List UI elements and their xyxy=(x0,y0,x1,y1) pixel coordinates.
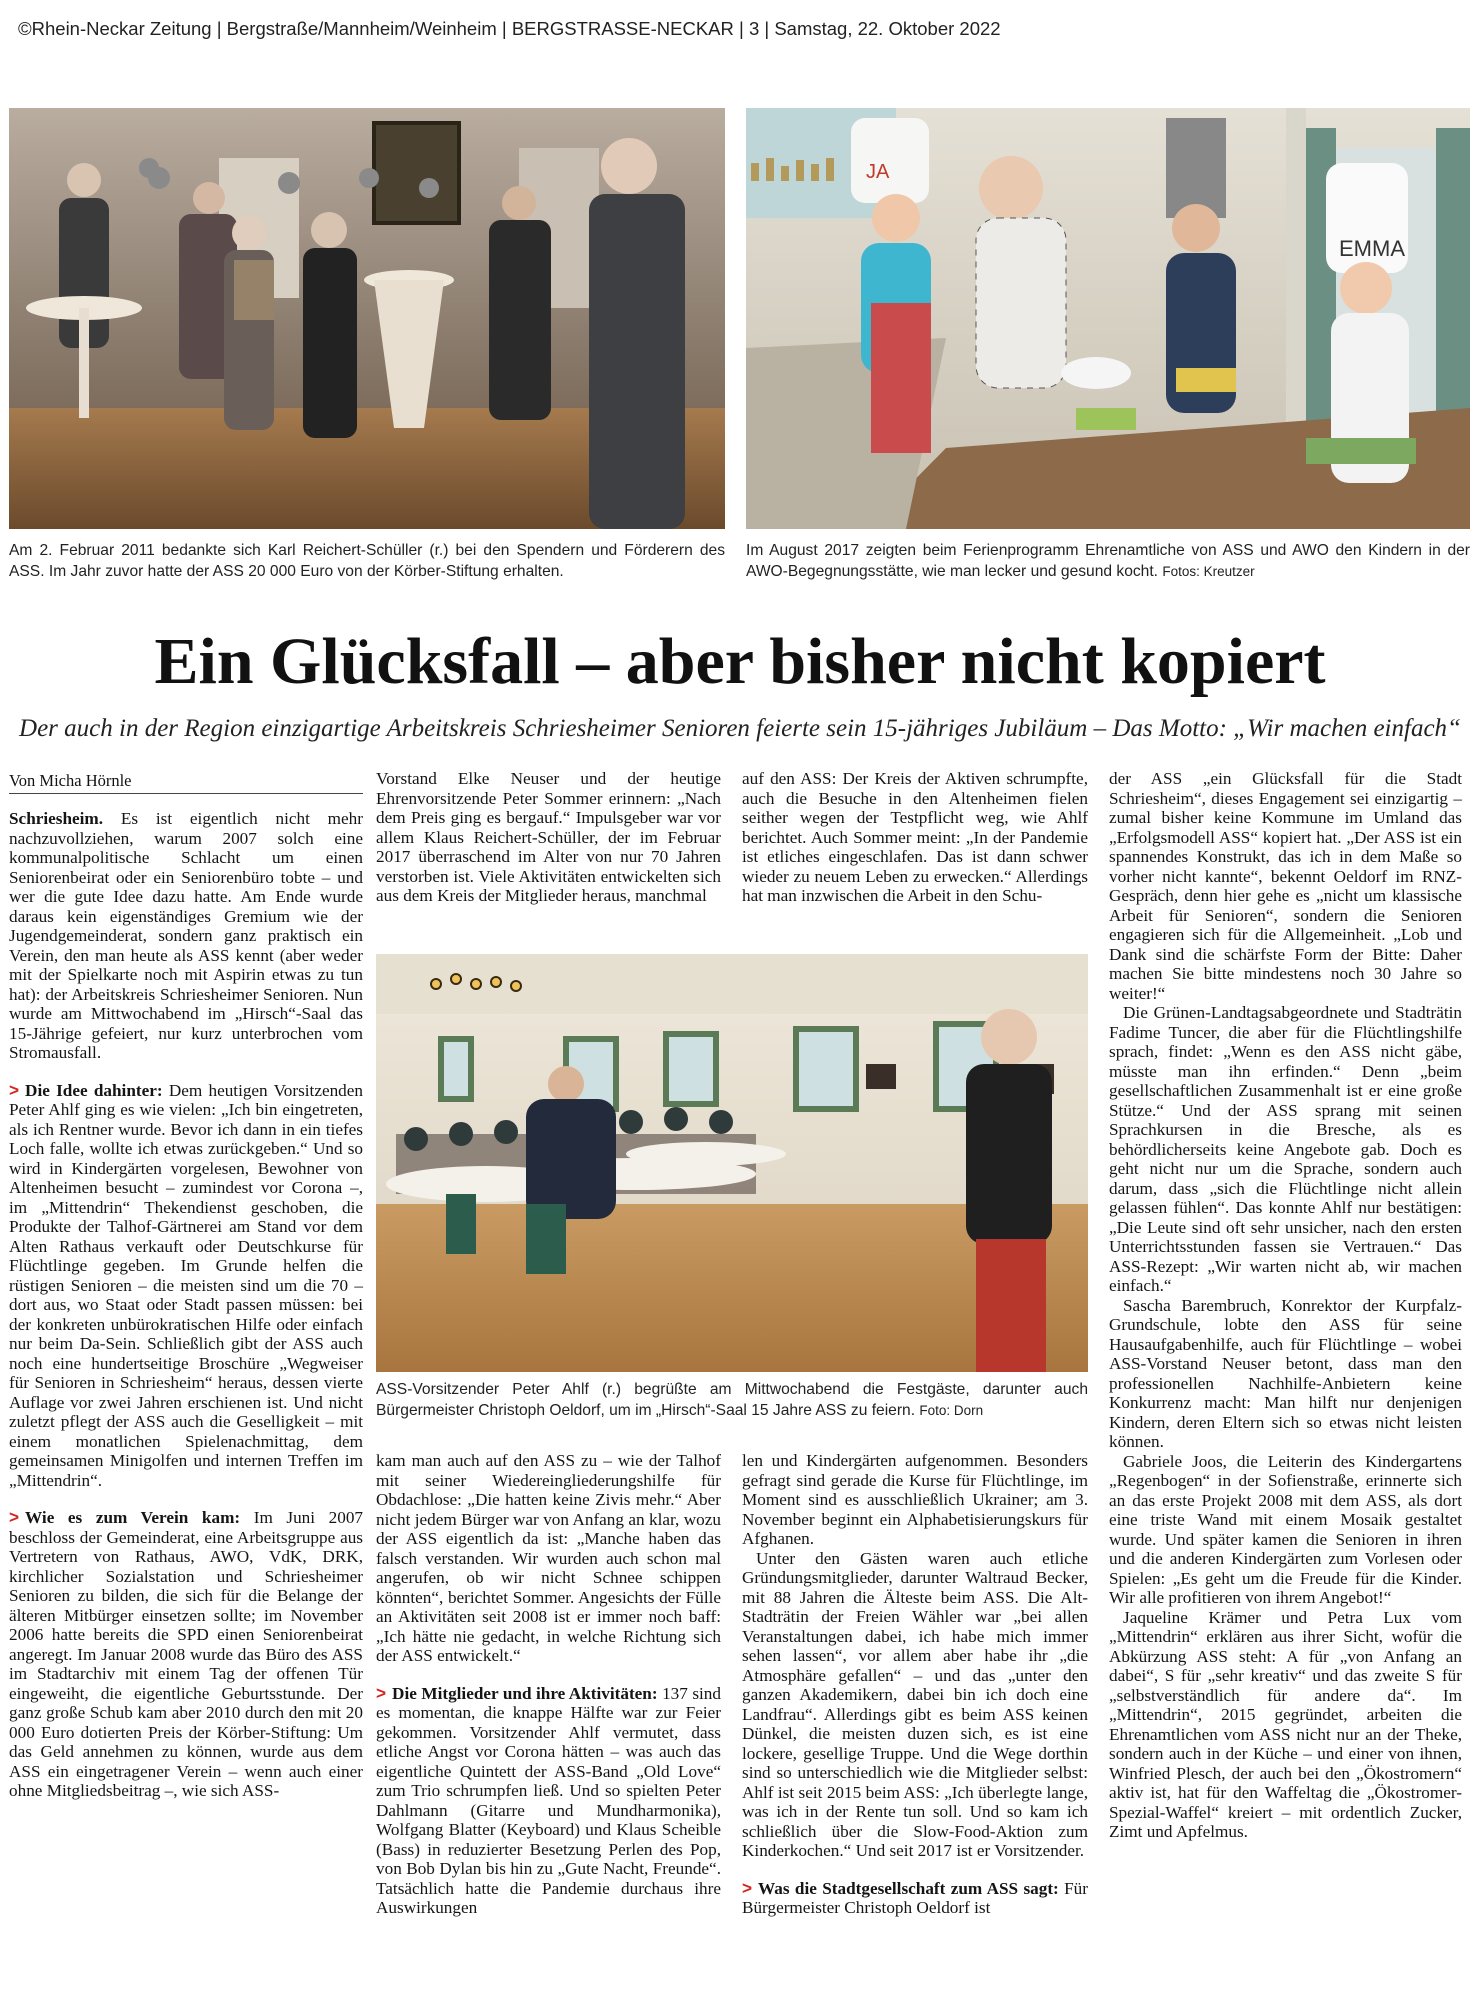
section-text-society: Für Bürgermeister Christoph Oeldorf ist xyxy=(742,1878,1089,1917)
column-2-top-text: Vorstand Elke Neuser und der heutige Ehrenvorsitzende Peter Sommer erinnern: „Nach dem Preis ging es bergauf.“ Impulsgeber war vor allem Klaus Reichert-Schüller, der im Februar 2017 überraschend im Alter von nur 70 Jahren verstorben ist. Viele Aktivitäten entwickelten sich aus dem Kreis der Mitglieder heraus, manchmal xyxy=(376,769,721,905)
section-members xyxy=(376,1684,721,1918)
column-2-3-top xyxy=(376,769,1088,929)
column-4-paragraph-2: Die Grünen-Landtagsabgeordnete und Stadträtin Fadime Tuncer, die aber für die Flüchtlingshilfe sprach, findet: „Wenn es den ASS nicht gäbe, müsste man ihn erfinden.“ Denn „beim gesellschaftlichen Zusammenhalt ist er eine große Stütze.“ Und der ASS sprang mit seinen Sprachkursen in die Bresche, als es behördlicherseits keine Angebote gab. Doch es geht nicht nur um die Sprache, sondern auch darum, dass „sich die Flüchtlinge nicht allein gelassen fühlen“. Das konnte Ahlf nur bestätigen: „Die Leute sind oft sehr unsicher, nach den ersten Unterrichtsstunden fassen sie Vertrauen.“ Das ASS-Rezept: „Wir warten nicht ab, wir machen einfach.“ xyxy=(1109,1003,1462,1295)
section-idea xyxy=(9,1081,363,1491)
column-3-bottom xyxy=(742,1451,1088,1996)
column-3-bottom-text-a: len und Kindergärten aufgenommen. Besonders gefragt sind gerade die Kurse für Flüchtlinge, im Moment sind es ausschließlich Ukrainer; am 3. November beginnt ein Alphabetisierungskurs für Afghanen. xyxy=(742,1451,1088,1548)
column-2-top xyxy=(376,769,721,906)
section-text-members: 137 sind es momentan, die knappe Hälfte war zur Feier gekommen. Vorsitzender Ahlf vermutet, dass etliche Angst vor Corona hätten – was auch das eigentliche Quintett der ASS-Band „Old Love“ zum Trio schrumpfen ließ. Und so spielten Peter Dahlmann (Gitarre und Mundharmonika), Wolfgang Blatter (Keyboard) und Klaus Scheible (Bass) in reduzierter Besetzung Perlen des Pop, von Bob Dylan bis hin zu „Gute Nacht, Freunde“. Tatsächlich hatte die Pandemie durchaus ihre Auswirkungen xyxy=(376,1683,721,1917)
photo-credit-dorn: Foto: Dorn xyxy=(919,1403,984,1418)
section-marker-icon: > xyxy=(9,1507,20,1527)
caption-cooking-text: Im August 2017 zeigten beim Ferienprogramm Ehrenamtliche von ASS und AWO den Kindern in der AWO-Begegnungsstätte, wie man lecker und gesund kocht. xyxy=(746,542,1470,580)
column-3-top xyxy=(742,769,1088,906)
subheadline: Der auch in der Region einzigartige Arbeitskreis Schriesheimer Senioren feierte sein 15-jähriges Jubiläum – Das Motto: „Wir machen einfach“ xyxy=(19,715,1461,742)
section-marker-icon: > xyxy=(9,1079,20,1100)
section-text-origin: Im Juni 2007 beschloss der Gemeinderat, eine Arbeitsgruppe aus Vertretern von Rathaus, AWO, VdK, DRK, kirchlicher Sozialstation und Schriesheimer Senioren zu bilden, die sich für die Belange der älteren Mitbürger einsetzen sollte; im November 2006 hatte bereits die SPD einen Seniorenbeirat angeregt. Im Januar 2008 wurde das Büro des ASS im Stadtarchiv mit einem Tag der offenen Tür eingeweiht, die eigentliche Geburtsstunde. Der ganz große Schub kam aber 2010 durch den mit 20 000 Euro dotierten Preis der Körber-Stiftung: Um das Geld annehmen zu können, wurde aus dem ASS ein eingetragener Verein – wenn auch einer ohne Mitgliedsbeitrag –, wie sich ASS- xyxy=(9,1508,364,1800)
section-marker-icon: > xyxy=(742,1877,753,1898)
column-2-bottom-text: kam man auch auf den ASS zu – wie der Talhof mit seiner Wiedereingliederungshilfe für Obdachlose: „Die hatten keine Zivis mehr.“ Aber nicht jedem Bürger war von Anfang an klar, wozu der ASS eigentlich da ist: „Manche haben das falsch verstanden. Wir wurden auch schon mal angerufen, ob wir nicht Schnee schippen könnten“, berichtet Sommer. Angesichts der Fülle an Aktivitäten seit 2008 ist er immer noch baff: „Ich hätte nie gedacht, in welche Richtung sich der ASS entwickelt.“ xyxy=(376,1451,721,1665)
caption-hirsch-saal-text: ASS-Vorsitzender Peter Ahlf (r.) begrüßte am Mittwochabend die Festgäste, darunter auch Bürgermeister Christoph Oeldorf, um im „Hirsch“-Saal 15 Jahre ASS zu feiern. xyxy=(376,1381,1088,1419)
column-1 xyxy=(9,809,363,1994)
headline: Ein Glücksfall – aber bisher nicht kopiert xyxy=(154,625,1326,698)
section-society xyxy=(742,1879,1088,1918)
dateline: Schriesheim. xyxy=(9,809,104,828)
column-4-paragraph-5: Jaqueline Krämer und Petra Lux vom „Mittendrin“ erklären aus ihrer Sicht, wofür die Abkürzung ASS steht: A für „von Anfang an dabei“, S für „sehr kreativ“ und das zweite S für „selbstverständlich für andere da“. Im „Mittendrin“, 2015 gegründet, arbeiten die Ehrenamtlichen vom ASS nicht nur an der Theke, sondern auch in der Küche – und einer von ihnen, Winfried Plesch, der auch bei den „Ökostromern“ aktiv ist, hat für den Waffeltag die „Ökostromer-Spezial-Waffel“ kreiert – mit ordentlich Zucker, Zimt und Apfelmus. xyxy=(1109,1607,1462,1841)
column-3-bottom-text-b: Unter den Gästen waren auch etliche Gründungsmitglieder, darunter Waltraud Becker, mit 88 Jahren die Älteste beim ASS. Die Alt-Stadträtin der Freien Wähler war „bei allen Veranstaltungen dabei, ich habe mich immer sehen lassen“, vor allem aber habe ihr „die Atmosphäre gefallen“ – und das „unter den ganzen Akademikern, dabei bin ich doch eine Landfrau“. Allerdings gibt es beim ASS keinen Dünkel, die meisten duzen sich, es ist eine lockere, gesellige Truppe. Und die Wege dorthin sind so unterschiedlich wie die Mitglieder selbst: Ahlf ist seit 2015 beim ASS: „Ich überlegte lange, was ich in der Rente tun soll. Und so kam ich schließlich über die Slow-Food-Aktion zum Kinderkochen.“ Und seit 2017 ist er Vorsitzender. xyxy=(742,1548,1088,1860)
column-3-top-text: auf den ASS: Der Kreis der Aktiven schrumpfte, auch die Besuche in den Altenheimen fielen seither wegen der Testpflicht weg, wie Ahlf berichtet. Auch Sommer meint: „In der Pandemie ist etliches eingeschlafen. Das ist dann schwer wieder zu neuem Leben zu erwecken.“ Allerdings hat man inzwischen die Arbeit in den Schu- xyxy=(742,769,1088,905)
hat-label-emma: EMMA xyxy=(1339,236,1405,261)
column-4-paragraph-3: Sascha Barembruch, Konrektor der Kurpfalz-Grundschule, lobte den ASS für seine Hausaufgabenhilfe, auch für Flüchtlinge – wobei ASS-Vorstand Neuser betont, dass man den professionellen Nachhilfe-Anbietern keine Konkurrenz macht: Man hilft nur denjenigen Kindern, deren Eltern sich so etwas nicht leisten können. xyxy=(1109,1295,1462,1451)
byline: Von Micha Hörnle xyxy=(9,771,363,794)
column-4-paragraph-1: der ASS „ein Glücksfall für die Stadt Schriesheim“, dieses Engagement sei einzigartig – zumal bisher keine Kommune im Umland das „Erfolgsmodell ASS“ kopiert hat. „Der ASS ist ein spannendes Konstrukt, das ich in dem Maße so vorher nicht kannte“, bekennt Oeldorf im RNZ-Gespräch, denn hier gehe es „nicht um klassische Arbeit für Senioren“, sondern die Senioren engagieren sich für die Allgemeinheit. „Lob und Dank sind die schärfste Form der Bitte: Daher machen Sie bitte mindestens noch 30 Jahre so weiter!“ xyxy=(1109,769,1462,1003)
photo-credit-kreutzer: Fotos: Kreutzer xyxy=(1162,564,1255,579)
section-text-idea: Dem heutigen Vorsitzenden Peter Ahlf ging es wie vielen: „Ich bin eingetreten, als ich Rentner wurde. Bevor ich dann in ein tiefes Loch falle, wollte ich etwas zurückgeben.“ Und so wird in Kindergärten vorgelesen, Bewohner von Altenheimen besucht – zumindest vor Corona –, im „Mittendrin“ Thekendienst geschoben, die Produkte der Talhof-Gärtnerei am Stand vor dem Alten Rathaus verkauft oder Deutschkurse für Flüchtlinge gegeben. Im Grunde helfen die rüstigen Senioren – die meisten sind um die 70 – dort aus, wo Staat oder Stadt passen müssen: bei der konkreten unbürokratischen Hilfe oder einfach nur beim Da-Sein. Schließlich gibt der ASS auch noch eine hundertseitige Broschüre „Wegweiser für Senioren in Schriesheim“ heraus, dessen vierte Auflage vor zwei Jahren erschienen ist. Und nicht zuletzt pflegt der ASS auch die Geselligkeit – mit einem monatlichen Spielenachmittag, dem gemeinsamen Minigolfen und internen Treffen im „Mittendrin“. xyxy=(9,1080,363,1490)
column-4 xyxy=(1109,769,1462,1996)
photo-hirsch-saal xyxy=(376,954,1088,1372)
caption-reception: Am 2. Februar 2011 bedankte sich Karl Reichert-Schüller (r.) bei den Spendern und Förderern des ASS. Im Jahr zuvor hatte der ASS 20 000 Euro von der Körber-Stiftung erhalten. xyxy=(9,542,725,580)
photo-cooking xyxy=(746,108,1470,529)
section-origin xyxy=(9,1508,363,1801)
section-heading-members: Die Mitglieder und ihre Aktivitäten: xyxy=(392,1683,658,1703)
column-2-bottom xyxy=(376,1451,721,1996)
intro-paragraph xyxy=(9,809,363,1063)
intro-text: Es ist eigentlich nicht mehr nachzuvollziehen, warum 2007 solch eine kommunalpolitische Schlacht um einen Seniorenbeirat oder ein Seniorenbüro tobte – und wer die gute Idee dazu hatte. Am Ende wurde daraus kein eigenständiges Gremium wie der Jugendgemeinderat, sondern ganz praktisch ein Verein, den man heute als ASS kennt (aber weder mit der Spielkarte noch mit Aspirin etwas zu tun hat): der Arbeitskreis Schriesheimer Senioren. Nun wurde am Mittwochabend im „Hirsch“-Saal das 15-Jährige gefeiert, nur kurz unterbrochen vom Stromausfall. xyxy=(9,809,363,1062)
section-marker-icon: > xyxy=(376,1682,387,1703)
caption-hirsch-saal xyxy=(376,1379,1088,1421)
section-heading-idea: Die Idee dahinter: xyxy=(25,1080,163,1100)
section-heading-origin: Wie es zum Verein kam: xyxy=(25,1508,241,1527)
column-4-paragraph-4: Gabriele Joos, die Leiterin des Kindergartens „Regenbogen“ in der Sofienstraße, erinnerte sich an das erste Projekt 2008 mit dem ASS, als dort eine triste Wand mit einem Mosaik gestaltet wurde. Und später kamen die Senioren in ihren und die anderen Kindergärten zum Vorlesen oder Spielen: „Es geht um die Freude für die Kinder. Wir alle profitieren von ihrem Angebot!“ xyxy=(1109,1451,1462,1607)
page-header: ©Rhein-Neckar Zeitung | Bergstraße/Mannheim/Weinheim | BERGSTRASSE-NECKAR | 3 | Samstag, 22. Oktober 2022 xyxy=(18,18,1001,39)
caption-cooking xyxy=(746,540,1470,582)
hat-label-ja: JA xyxy=(866,161,890,183)
photo-reception xyxy=(9,108,725,529)
section-heading-society: Was die Stadtgesellschaft zum ASS sagt: xyxy=(758,1878,1059,1898)
